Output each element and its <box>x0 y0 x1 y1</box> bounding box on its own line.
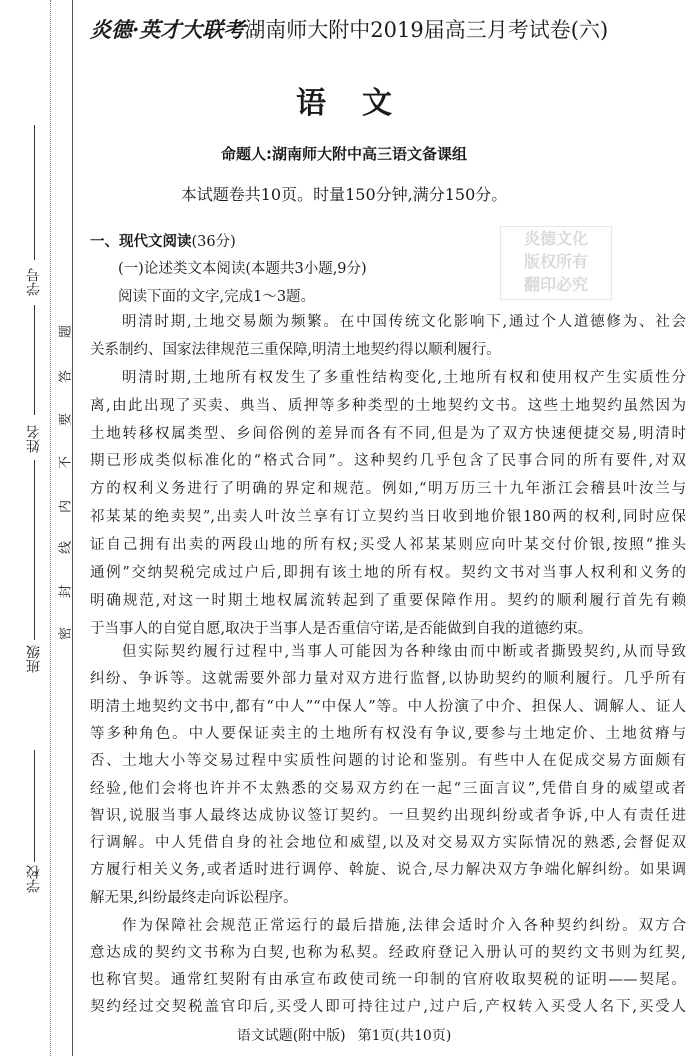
passage-line: 方履行相关义务,或者适时进行调停、斡旋、说合,尽力解决双方争端化解纠纷。如果调 <box>90 862 686 878</box>
exam-name: 湖南师大附中2019届高三月考试卷(六) <box>244 18 609 42</box>
watermark <box>500 226 612 300</box>
passage-line: 期已形成类似标准化的“格式合同”。这种契约几乎包含了民事合同的所有要件,对双 <box>90 453 686 469</box>
passage-line: 通例”交纳契税完成过户后,即拥有该土地的所有权。契约文书对当事人权利和义务的 <box>90 565 686 581</box>
seal-char: 不 <box>58 456 74 470</box>
instruction: 阅读下面的文字,完成1～3题。 <box>118 289 316 305</box>
passage-line: 方的权利义务进行了明确的界定和规范。例如,“明万历三十九年浙江会稽县叶汝兰与 <box>90 481 686 497</box>
passage-line: 作为保障社会规范正常运行的最后措施,法律会适时介入各种契约纠纷。双方合 <box>122 918 686 934</box>
passage-line: 也称官契。通常红契附有由承宣布政使司统一印制的官府收取契税的证明——契尾。 <box>90 972 686 988</box>
passage-line: 关系制约、国家法律规范三重保障,明清土地契约得以顺利履行。 <box>90 342 501 358</box>
section-score: (36分) <box>191 234 236 250</box>
subsection-heading: (一)论述类文本阅读(本题共3小题,9分) <box>118 261 367 277</box>
passage-line: 契约经过交契税盖官印后,买受人即可持往过户,过户后,产权转入买受人名下,买受人 <box>90 999 686 1015</box>
seal-char: 题 <box>58 325 74 339</box>
passage-line: 等多种角色。中人要保证卖主的土地所有权没有争议,要参与土地定价、土地贫瘠与 <box>90 726 686 742</box>
passage-line: 祁某某的绝卖契”,出卖人叶汝兰享有订立契约当日收到地价银180两的权利,同时应保 <box>90 509 686 525</box>
passage-line: 土地转移权属类型、乡间俗例的差异而各有不同,但是为了双方快速便捷交易,明清时 <box>90 426 686 442</box>
footer-title: 语文试题(附中版) <box>236 1028 346 1044</box>
section-heading <box>90 230 236 251</box>
passage-line: 否、土地大小等交易过程中实质性问题的讨论和鉴别。有些中人在促成交易方面颇有 <box>90 753 686 769</box>
watermark-line: 炎德文化 <box>523 229 588 248</box>
passage-line: 行调解。中人凭借自身的社会地位和威望,以及对交易双方实际情况的熟悉,会督促双 <box>90 835 686 851</box>
passage-line: 经验,他们会将也许并不太熟悉的交易双方约在一起“三面言议”,凭借自身的威望或者 <box>90 781 686 797</box>
passage-line: 但实际契约履行过程中,当事人可能因为各种缘由而中断或者撕毁契约,从而导致 <box>122 644 686 660</box>
school-label: 学校 <box>26 865 42 893</box>
watermark-line: 版权所有 <box>523 252 588 271</box>
passage-line: 解无果,纠纷最终走向诉讼程序。 <box>90 890 298 906</box>
passage-line: 明确规范,对这一时期土地权属流转起到了重要保障作用。契约的顺利履行首先有赖 <box>90 593 686 609</box>
subject-char: 语 <box>296 86 326 121</box>
seal-char: 密 <box>58 627 74 641</box>
subject-char: 文 <box>362 86 392 121</box>
school-underline <box>34 750 35 862</box>
passage-line: 于当事人的自觉自愿,取决于当事人是否重信守诺,是否能做到自我的道德约束。 <box>90 621 593 637</box>
name-label: 姓名 <box>26 425 42 453</box>
passage-line: 明清时期,土地所有权发生了多重性结构变化,土地所有权和使用权产生实质性分 <box>122 370 686 386</box>
seal-char: 封 <box>58 585 74 599</box>
student-id-label: 学号 <box>26 268 42 296</box>
exam-info: 本试题卷共10页。时量150分钟,满分150分。 <box>180 185 508 204</box>
passage-line: 明清时期,土地交易颇为频繁。在中国传统文化影响下,通过个人道德修为、社会 <box>122 314 686 330</box>
passage-line: 意达成的契约文书称为白契,也称为私契。经政府登记入册认可的契约文书则为红契, <box>90 945 686 961</box>
seal-char: 线 <box>58 541 74 555</box>
passage-line: 纠纷、争诉等。这就需要外部力量对双方进行监督,以协助契约的顺利履行。几乎所有 <box>90 671 686 687</box>
brand-name: 炎德·英才大联考 <box>90 17 245 42</box>
author-line: 命题人:湖南师大附中高三语文备课组 <box>220 145 467 163</box>
passage-line: 证自己拥有出卖的两段山地的所有权;买受人祁某某则应向叶某交付价银,按照“推头 <box>90 537 686 553</box>
seal-char: 内 <box>58 500 74 514</box>
class-label: 班级 <box>26 645 42 673</box>
seal-char: 要 <box>58 413 74 427</box>
passage-line: 明清土地契约文书中,都有“中人”“中保人”等。中人扮演了中介、担保人、调解人、证人 <box>90 699 686 715</box>
passage-line: 智识,说服当事人最终达成协议签订契约。一旦契约出现纠纷或者争诉,中人有责任进 <box>90 808 686 824</box>
watermark-line: 翻印必究 <box>523 275 588 294</box>
seal-char: 答 <box>58 370 74 384</box>
exam-title <box>90 14 688 44</box>
subject-title <box>0 78 688 122</box>
class-underline <box>34 460 35 640</box>
page-number: 第1页(共10页) <box>357 1028 452 1044</box>
page-footer <box>0 1025 688 1045</box>
section-label: 一、现代文阅读 <box>90 234 192 250</box>
passage-line: 离,由此出现了买卖、典当、质押等多种类型的土地契约文书。这些土地契约虽然因为 <box>90 398 686 414</box>
name-underline <box>34 305 35 415</box>
